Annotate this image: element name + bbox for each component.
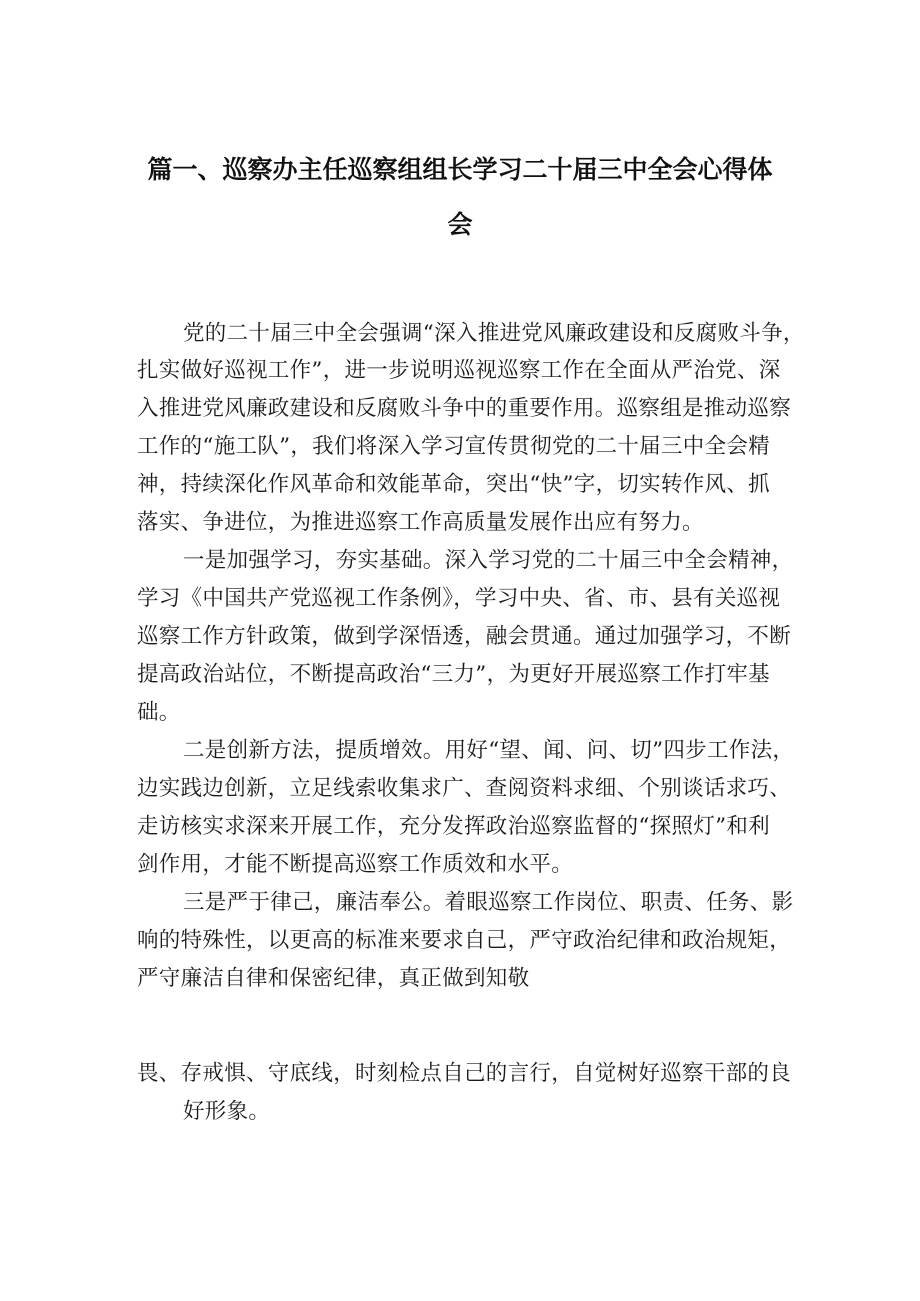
paragraph-line: 神，持续深化作风革命和效能革命，突出“快”字，切实转作风、抓 <box>137 472 770 497</box>
paragraph-line: 边实践边创新，立足线索收集求广、查阅资料求细、个别谈话求巧、 <box>137 776 792 801</box>
paragraph-line: 走访核实求深来开展工作，充分发挥政治巡察监督的“探照灯”和利 <box>137 814 770 839</box>
paragraph-line: 好形象。 <box>183 1099 271 1124</box>
paragraph-line: 提高政治站位，不断提高政治“三力”，为更好开展巡察工作打牢基 <box>137 662 770 687</box>
paragraph-line: 三是严于律己，廉洁奉公。着眼巡察工作岗位、职责、任务、影 <box>183 890 794 915</box>
paragraph-line: 学习《中国共产党巡视工作条例》，学习中央、省、市、县有关巡视 <box>137 586 781 611</box>
paragraph-line: 工作的“施工队”，我们将深入学习宣传贯彻党的二十届三中全会精 <box>137 434 770 459</box>
document-title-line-1: 篇一、巡察办主任巡察组组长学习二十届三中全会心得体 <box>147 155 773 184</box>
paragraph-line: 落实、争进位，为推进巡察工作高质量发展作出应有努力。 <box>137 510 704 535</box>
paragraph-line: 扎实做好巡视工作”，进一步说明巡视巡察工作在全面从严治党、深 <box>137 358 781 383</box>
paragraph-line: 畏、存戒惧、守底线，时刻检点自己的言行，自觉树好巡察干部的良 <box>137 1061 792 1086</box>
paragraph-line: 巡察工作方针政策，做到学深悟透，融会贯通。通过加强学习，不断 <box>137 624 792 649</box>
paragraph-line: 二是创新方法，提质增效。用好“望、闻、问、切”四步工作法， <box>183 738 795 763</box>
document-title-line-2: 会 <box>447 210 473 239</box>
paragraph-line: 础。 <box>137 700 181 725</box>
paragraph-line: 入推进党风廉政建设和反腐败斗争中的重要作用。巡察组是推动巡察 <box>137 396 792 421</box>
paragraph-line: 剑作用，才能不断提高巡察工作质效和水平。 <box>137 852 574 877</box>
paragraph-line: 响的特殊性，以更高的标准来要求自己，严守政治纪律和政治规矩， <box>137 928 792 953</box>
paragraph-line: 党的二十届三中全会强调“深入推进党风廉政建设和反腐败斗争， <box>183 321 805 346</box>
paragraph-line: 一是加强学习，夯实基础。深入学习党的二十届三中全会精神， <box>183 548 794 573</box>
paragraph-line: 严守廉洁自律和保密纪律，真正做到知敬 <box>137 966 530 991</box>
